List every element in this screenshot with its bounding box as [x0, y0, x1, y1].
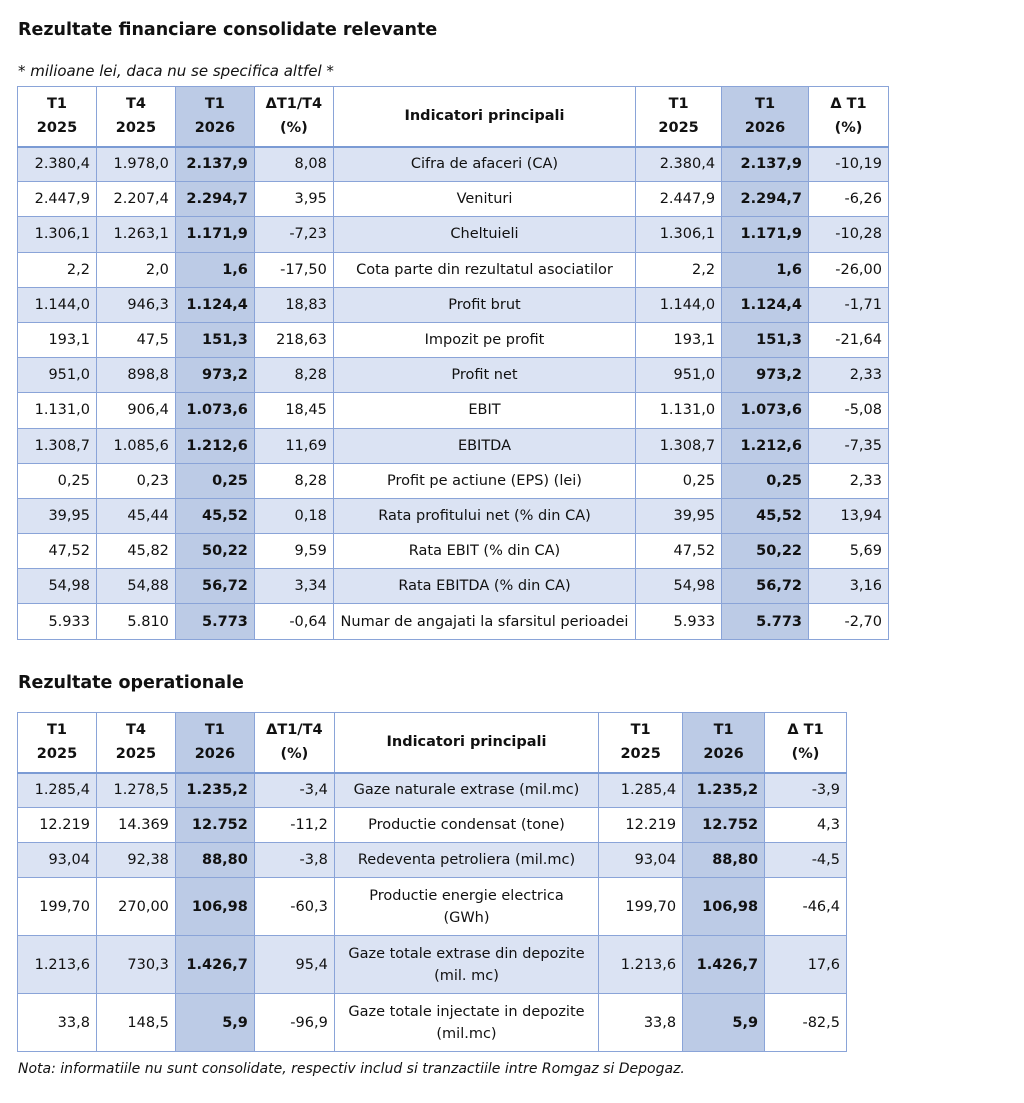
table-cell: 18,45	[254, 393, 333, 428]
table-cell: 199,70	[599, 878, 683, 936]
table-cell: 0,25	[18, 463, 97, 498]
indicator-label: Cifra de afaceri (CA)	[333, 147, 635, 182]
indicator-label: Cheltuieli	[333, 217, 635, 252]
table-cell: 730,3	[96, 936, 175, 994]
table-cell: 1,6	[175, 252, 254, 287]
table-cell: 33,8	[599, 994, 683, 1052]
table-cell: 8,28	[254, 463, 333, 498]
table-cell: 1.263,1	[96, 217, 175, 252]
table-cell: 898,8	[96, 358, 175, 393]
table-cell: -96,9	[254, 994, 334, 1052]
column-header: Δ T1 (%)	[765, 713, 847, 773]
column-header: T1 2026	[175, 713, 254, 773]
table-cell: 1.308,7	[18, 428, 97, 463]
table-cell: 9,59	[254, 534, 333, 569]
table-cell: -60,3	[254, 878, 334, 936]
indicator-label: Gaze naturale extrase (mil.mc)	[334, 773, 598, 808]
table-cell: 2,33	[809, 463, 889, 498]
table-cell: 1.085,6	[96, 428, 175, 463]
table-cell: 106,98	[175, 878, 254, 936]
table-row	[18, 358, 889, 393]
column-header: T1 2025	[636, 87, 722, 147]
table-cell: 39,95	[636, 498, 722, 533]
table-cell: -6,26	[809, 182, 889, 217]
table-cell: 1.235,2	[683, 773, 765, 808]
table-cell: 88,80	[175, 843, 254, 878]
table-cell: 193,1	[18, 322, 97, 357]
table-cell: 1.235,2	[175, 773, 254, 808]
table-cell: -17,50	[254, 252, 333, 287]
table-cell: 973,2	[175, 358, 254, 393]
table-cell: -3,9	[765, 773, 847, 808]
table-cell: 95,4	[254, 936, 334, 994]
table-cell: 1.171,9	[175, 217, 254, 252]
table-cell: 8,08	[254, 147, 333, 182]
table-cell: 5,9	[683, 994, 765, 1052]
operational-results-table	[17, 712, 847, 1052]
table-cell: 88,80	[683, 843, 765, 878]
table-cell: 2.447,9	[636, 182, 722, 217]
table-cell: 5.810	[96, 604, 175, 639]
table-cell: 93,04	[18, 843, 97, 878]
table-cell: 0,25	[175, 463, 254, 498]
column-header: Indicatori principali	[334, 713, 598, 773]
financial-results-table	[17, 86, 889, 640]
table-cell: 45,52	[175, 498, 254, 533]
indicator-label: Rata EBIT (% din CA)	[333, 534, 635, 569]
table-cell: -2,70	[809, 604, 889, 639]
table-cell: 906,4	[96, 393, 175, 428]
column-header: T1 2025	[18, 713, 97, 773]
table-row	[18, 287, 889, 322]
table-cell: 151,3	[175, 322, 254, 357]
table-cell: -7,23	[254, 217, 333, 252]
table-cell: 193,1	[636, 322, 722, 357]
table-cell: 0,25	[636, 463, 722, 498]
indicator-label: Profit pe actiune (EPS) (lei)	[333, 463, 635, 498]
table-cell: 1.306,1	[636, 217, 722, 252]
column-header: T4 2025	[96, 87, 175, 147]
table-row	[18, 808, 847, 843]
table-cell: 39,95	[18, 498, 97, 533]
table-cell: 2.137,9	[722, 147, 809, 182]
table-cell: 148,5	[96, 994, 175, 1052]
table-cell: -46,4	[765, 878, 847, 936]
table-cell: 54,88	[96, 569, 175, 604]
table-cell: -82,5	[765, 994, 847, 1052]
table-row	[18, 147, 889, 182]
table-cell: 270,00	[96, 878, 175, 936]
table-cell: 199,70	[18, 878, 97, 936]
table-row	[18, 498, 889, 533]
table-cell: 50,22	[175, 534, 254, 569]
indicator-label: Gaze totale extrase din depozite (mil. mc)	[334, 936, 598, 994]
column-header: T1 2026	[722, 87, 809, 147]
table-row	[18, 843, 847, 878]
table-cell: 106,98	[683, 878, 765, 936]
table-row	[18, 463, 889, 498]
table-cell: 4,3	[765, 808, 847, 843]
table-cell: 5.933	[18, 604, 97, 639]
footnote: Nota: informatiile nu sunt consolidate, respectiv includ si tranzactiile intre Romgaz si Depogaz.	[18, 1061, 685, 1077]
table-cell: 2.207,4	[96, 182, 175, 217]
table-cell: 3,34	[254, 569, 333, 604]
table-cell: 946,3	[96, 287, 175, 322]
table-cell: 3,95	[254, 182, 333, 217]
table-row	[18, 878, 847, 936]
table-header-row	[18, 87, 889, 147]
table-cell: 2.294,7	[722, 182, 809, 217]
table-cell: 1.073,6	[175, 393, 254, 428]
table-cell: 1.212,6	[722, 428, 809, 463]
table-cell: 92,38	[96, 843, 175, 878]
table-cell: 1.306,1	[18, 217, 97, 252]
table-cell: -3,4	[254, 773, 334, 808]
table-row	[18, 393, 889, 428]
table-cell: 45,44	[96, 498, 175, 533]
table-cell: 1.285,4	[18, 773, 97, 808]
table-cell: 45,82	[96, 534, 175, 569]
table-cell: 5.773	[175, 604, 254, 639]
table-cell: 1.426,7	[683, 936, 765, 994]
table-cell: 47,52	[18, 534, 97, 569]
table-row	[18, 604, 889, 639]
table-cell: 1.213,6	[18, 936, 97, 994]
table-cell: 2.380,4	[636, 147, 722, 182]
table-cell: 1.131,0	[636, 393, 722, 428]
column-header: T1 2025	[599, 713, 683, 773]
indicator-label: Cota parte din rezultatul asociatilor	[333, 252, 635, 287]
table-cell: -7,35	[809, 428, 889, 463]
units-subtitle: * milioane lei, daca nu se specifica altfel *	[18, 62, 334, 80]
table-cell: 1.124,4	[722, 287, 809, 322]
table-cell: 47,52	[636, 534, 722, 569]
table-cell: 1.144,0	[18, 287, 97, 322]
column-header: T1 2026	[683, 713, 765, 773]
table-cell: 1.073,6	[722, 393, 809, 428]
table-cell: 2,33	[809, 358, 889, 393]
table-cell: 54,98	[18, 569, 97, 604]
table-cell: 45,52	[722, 498, 809, 533]
table-cell: 2.447,9	[18, 182, 97, 217]
column-header: Indicatori principali	[333, 87, 635, 147]
indicator-label: Impozit pe profit	[333, 322, 635, 357]
indicator-label: Profit brut	[333, 287, 635, 322]
indicator-label: Rata EBITDA (% din CA)	[333, 569, 635, 604]
table-cell: 11,69	[254, 428, 333, 463]
table-cell: 3,16	[809, 569, 889, 604]
table-cell: 1.171,9	[722, 217, 809, 252]
table-cell: 12.219	[599, 808, 683, 843]
table-cell: 1.212,6	[175, 428, 254, 463]
table-cell: 2,2	[18, 252, 97, 287]
table-row	[18, 182, 889, 217]
table-cell: 1,6	[722, 252, 809, 287]
table-row	[18, 534, 889, 569]
table-cell: 2,2	[636, 252, 722, 287]
table-cell: 951,0	[636, 358, 722, 393]
table-cell: -26,00	[809, 252, 889, 287]
table-cell: -10,19	[809, 147, 889, 182]
table-cell: 2,0	[96, 252, 175, 287]
table-cell: 2.380,4	[18, 147, 97, 182]
table-cell: 1.308,7	[636, 428, 722, 463]
table-cell: 2.294,7	[175, 182, 254, 217]
table-cell: 5,69	[809, 534, 889, 569]
table-cell: 0,25	[722, 463, 809, 498]
column-header: Δ T1 (%)	[809, 87, 889, 147]
table-cell: 218,63	[254, 322, 333, 357]
table-cell: -10,28	[809, 217, 889, 252]
table-cell: 1.213,6	[599, 936, 683, 994]
table-cell: 151,3	[722, 322, 809, 357]
table-cell: -1,71	[809, 287, 889, 322]
table-cell: 1.285,4	[599, 773, 683, 808]
table-cell: 1.144,0	[636, 287, 722, 322]
table-cell: -11,2	[254, 808, 334, 843]
table-cell: 8,28	[254, 358, 333, 393]
table-cell: 0,18	[254, 498, 333, 533]
table-cell: 5,9	[175, 994, 254, 1052]
table-cell: -3,8	[254, 843, 334, 878]
table-cell: 12.219	[18, 808, 97, 843]
table-cell: 12.752	[683, 808, 765, 843]
table-cell: 54,98	[636, 569, 722, 604]
table-row	[18, 428, 889, 463]
table-row	[18, 994, 847, 1052]
indicator-label: Productie condensat (tone)	[334, 808, 598, 843]
indicator-label: Redeventa petroliera (mil.mc)	[334, 843, 598, 878]
table-cell: 1.978,0	[96, 147, 175, 182]
column-header: T1 2025	[18, 87, 97, 147]
table-cell: 14.369	[96, 808, 175, 843]
financial-results-title: Rezultate financiare consolidate relevante	[18, 20, 438, 40]
column-header: ΔT1/T4 (%)	[254, 87, 333, 147]
table-cell: 1.278,5	[96, 773, 175, 808]
table-cell: 93,04	[599, 843, 683, 878]
table-cell: 50,22	[722, 534, 809, 569]
table-cell: 12.752	[175, 808, 254, 843]
table-cell: 951,0	[18, 358, 97, 393]
column-header: T4 2025	[96, 713, 175, 773]
table-row	[18, 936, 847, 994]
column-header: T1 2026	[175, 87, 254, 147]
table-cell: 56,72	[175, 569, 254, 604]
indicator-label: EBIT	[333, 393, 635, 428]
indicator-label: EBITDA	[333, 428, 635, 463]
table-row	[18, 252, 889, 287]
table-cell: 1.426,7	[175, 936, 254, 994]
indicator-label: Numar de angajati la sfarsitul perioadei	[333, 604, 635, 639]
table-cell: 56,72	[722, 569, 809, 604]
indicator-label: Rata profitului net (% din CA)	[333, 498, 635, 533]
table-cell: -5,08	[809, 393, 889, 428]
indicator-label: Gaze totale injectate in depozite (mil.mc)	[334, 994, 598, 1052]
table-cell: 17,6	[765, 936, 847, 994]
table-cell: -21,64	[809, 322, 889, 357]
table-cell: 18,83	[254, 287, 333, 322]
operational-results-title: Rezultate operationale	[18, 673, 244, 693]
table-row	[18, 322, 889, 357]
indicator-label: Productie energie electrica (GWh)	[334, 878, 598, 936]
table-cell: 47,5	[96, 322, 175, 357]
table-cell: 1.131,0	[18, 393, 97, 428]
table-cell: 5.773	[722, 604, 809, 639]
table-cell: -0,64	[254, 604, 333, 639]
table-header-row	[18, 713, 847, 773]
table-row	[18, 569, 889, 604]
table-cell: 1.124,4	[175, 287, 254, 322]
indicator-label: Venituri	[333, 182, 635, 217]
table-row	[18, 773, 847, 808]
indicator-label: Profit net	[333, 358, 635, 393]
table-row	[18, 217, 889, 252]
table-cell: 973,2	[722, 358, 809, 393]
table-cell: 13,94	[809, 498, 889, 533]
table-cell: -4,5	[765, 843, 847, 878]
table-cell: 33,8	[18, 994, 97, 1052]
table-cell: 5.933	[636, 604, 722, 639]
column-header: ΔT1/T4 (%)	[254, 713, 334, 773]
table-cell: 0,23	[96, 463, 175, 498]
table-cell: 2.137,9	[175, 147, 254, 182]
